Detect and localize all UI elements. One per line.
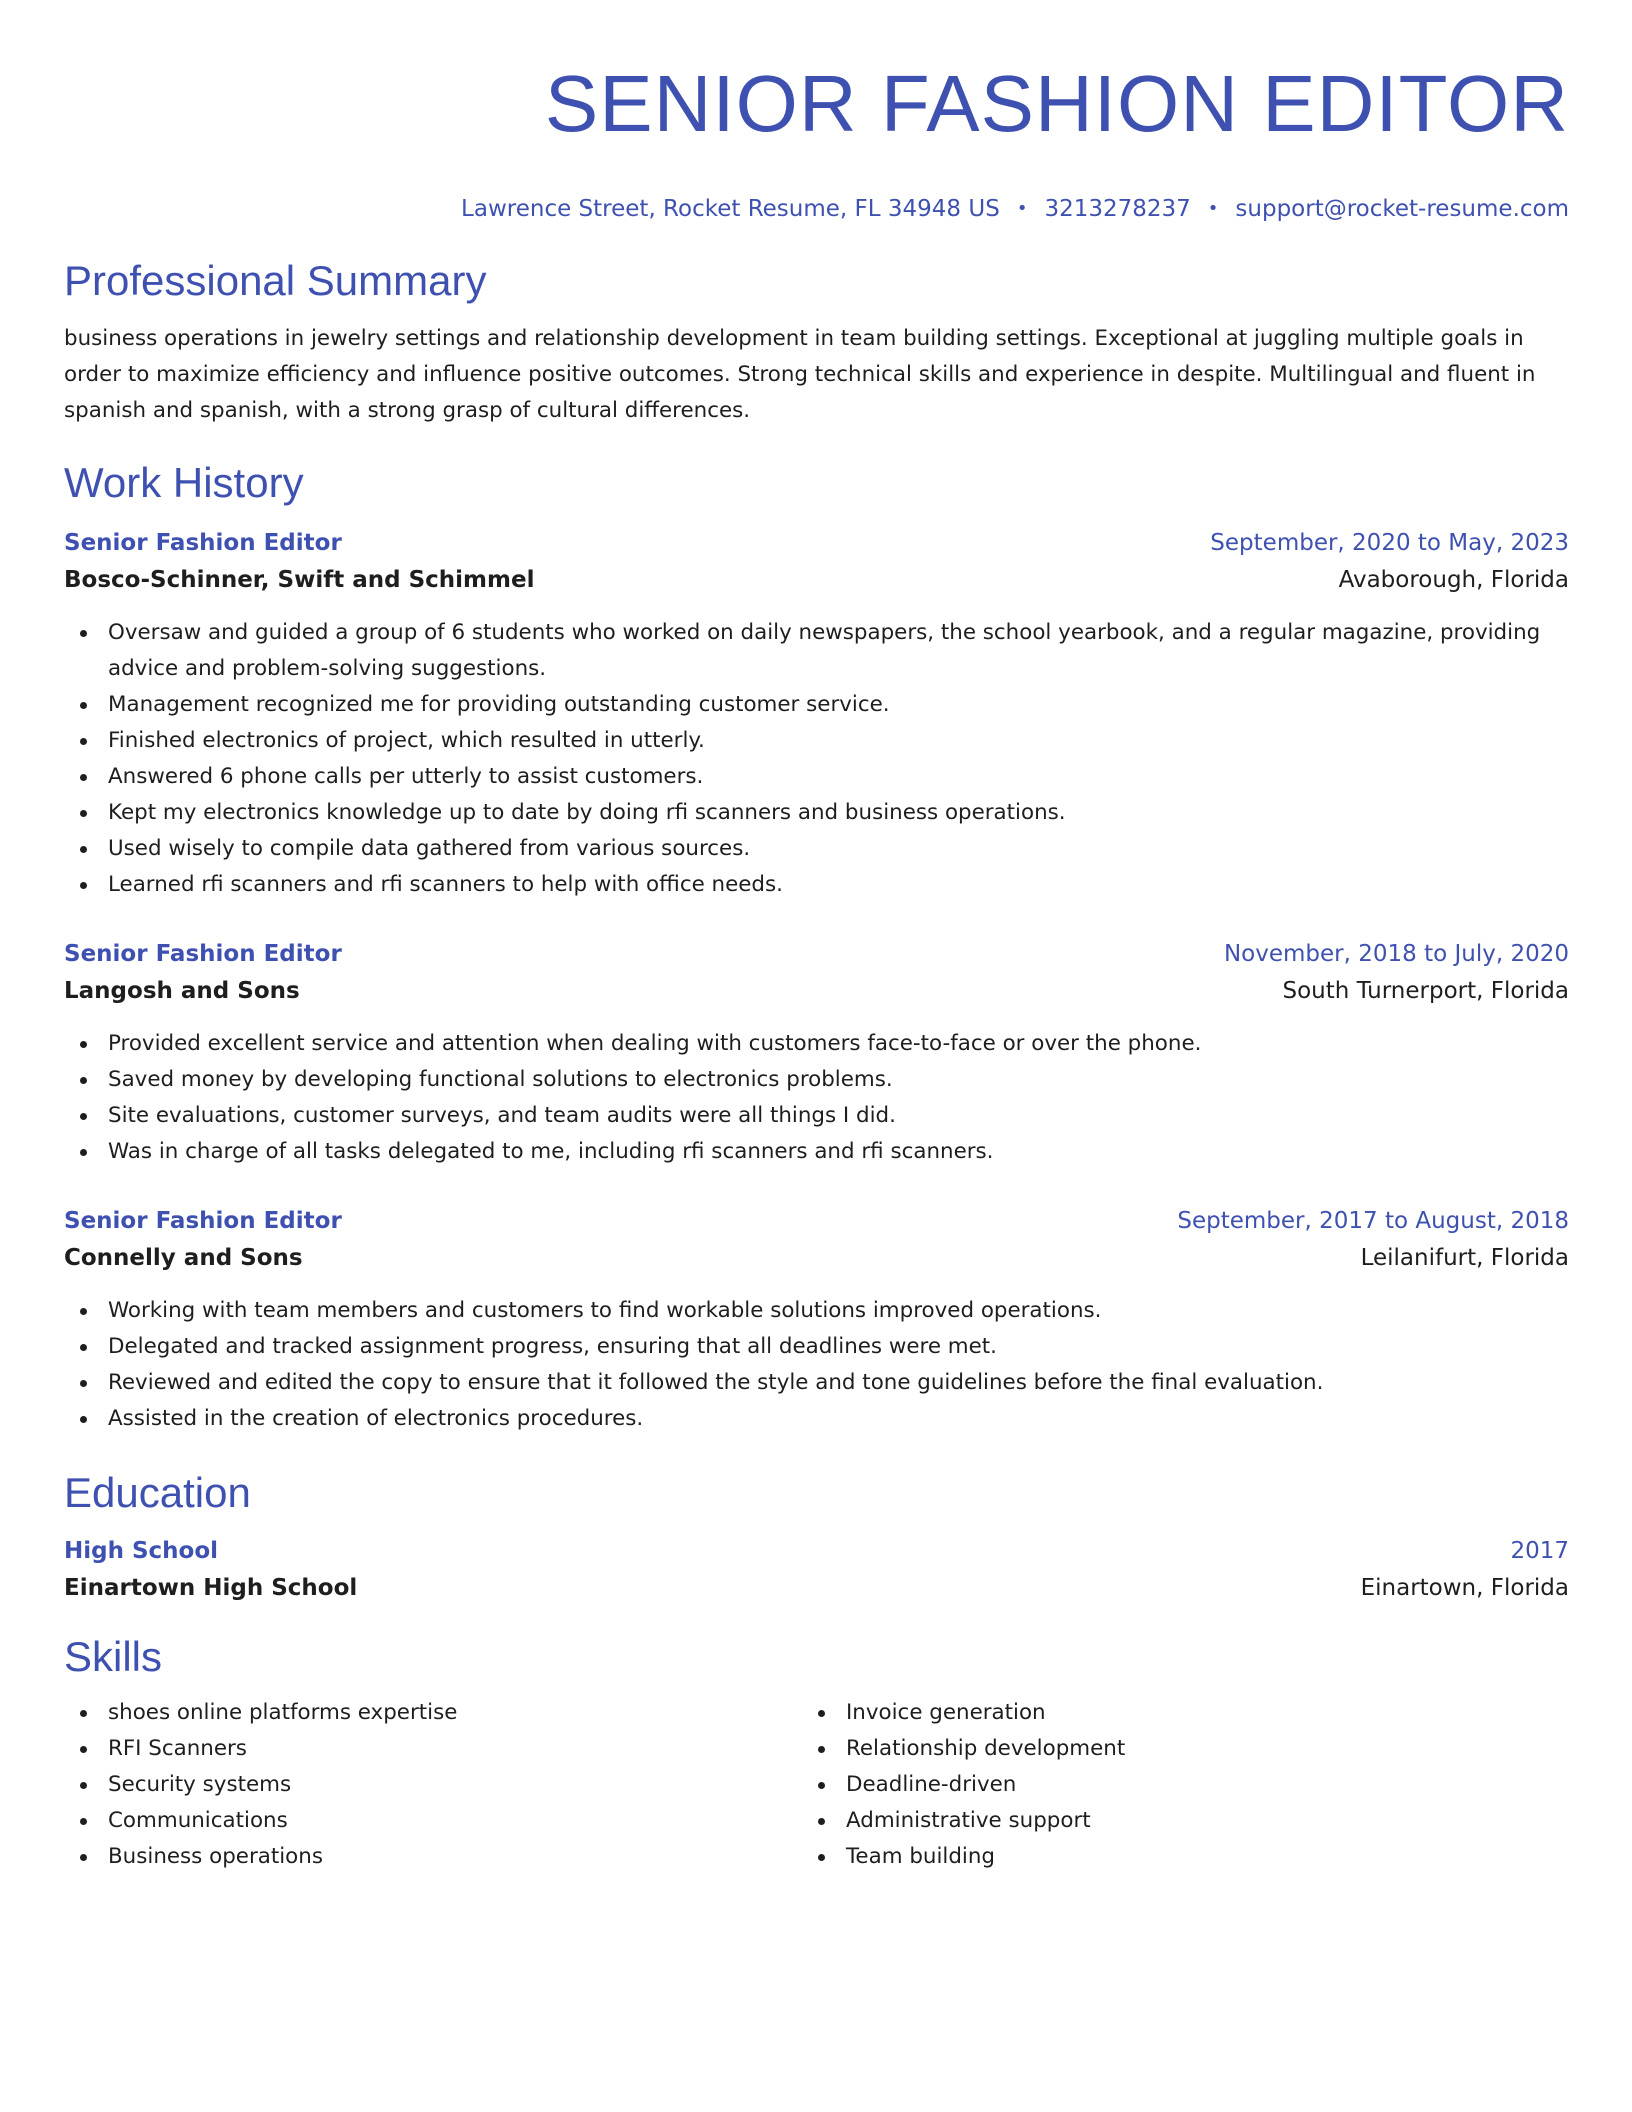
education-degree: High School [64,1538,219,1564]
job-bullet: Saved money by developing functional solutions to electronics problems. [64,1062,1569,1098]
job-bullets [64,1293,1569,1437]
job-bullet: Kept my electronics knowledge up to date by doing rfi scanners and business operations. [64,795,1569,831]
summary-text: business operations in jewelry settings and relationship development in team building settings. Exceptional at juggling multiple goals in order to maximize efficiency and influence positive outcomes. Strong technical skills and experience in despite. Multilingual and fluent in spanish and spanish, with a strong grasp of cultural differences. [64,326,1536,423]
job-bullet: Used wisely to compile data gathered from various sources. [64,831,1569,867]
job-location: Avaborough, Florida [1338,567,1569,593]
job-bullet: Reviewed and edited the copy to ensure that it followed the style and tone guidelines before the final evaluation. [64,1365,1569,1401]
contact-email: support@rocket-resume.com [1235,196,1569,222]
skills-grid [64,1695,1569,1875]
job-company: Langosh and Sons [64,978,300,1004]
job-bullet: Management recognized me for providing outstanding customer service. [64,687,1569,723]
job-dates: September, 2017 to August, 2018 [1177,1208,1569,1234]
education-year: 2017 [1510,1538,1569,1564]
contact-line [64,194,1569,224]
skills-heading: Skills [64,1633,163,1680]
job-bullet: Answered 6 phone calls per utterly to assist customers. [64,759,1569,795]
job-company: Connelly and Sons [64,1245,303,1271]
education-school: Einartown High School [64,1575,358,1601]
skill-item: RFI Scanners [64,1731,802,1767]
job-bullet: Oversaw and guided a group of 6 students who worked on daily newspapers, the school yearbook, and a regular magazine, providing advice and problem-solving suggestions. [64,615,1569,687]
job-title: Senior Fashion Editor [64,941,342,967]
job-bullets [64,1026,1569,1170]
job-title: Senior Fashion Editor [64,1208,342,1234]
resume-header [64,58,1569,224]
job-bullet: Assisted in the creation of electronics procedures. [64,1401,1569,1437]
skills-list [64,1695,802,1875]
skills-column-right [802,1695,1540,1875]
job-bullet: Provided excellent service and attention when dealing with customers face-to-face or over the phone. [64,1026,1569,1062]
skill-item: Communications [64,1803,802,1839]
skill-item: Administrative support [802,1803,1540,1839]
job-bullet: Delegated and tracked assignment progress, ensuring that all deadlines were met. [64,1329,1569,1365]
skills-column-left [64,1695,802,1875]
skill-item: Security systems [64,1767,802,1803]
job-entry [64,525,1569,903]
job-bullet: Was in charge of all tasks delegated to me, including rfi scanners and rfi scanners. [64,1134,1569,1170]
skill-item: shoes online platforms expertise [64,1695,802,1731]
job-location: Leilanifurt, Florida [1360,1245,1569,1271]
education-entry [64,1533,1569,1607]
contact-separator: • [1207,198,1219,219]
skill-item: Business operations [64,1839,802,1875]
job-dates: November, 2018 to July, 2020 [1223,941,1569,967]
education-location: Einartown, Florida [1360,1575,1569,1601]
summary-heading: Professional Summary [64,257,487,304]
contact-address: Lawrence Street, Rocket Resume, FL 34948 US [461,196,1000,222]
work-history-heading: Work History [64,459,304,506]
education-heading: Education [64,1469,251,1516]
job-bullet: Site evaluations, customer surveys, and team audits were all things I did. [64,1098,1569,1134]
resume-name: SENIOR FASHION EDITOR [544,59,1569,148]
skills-list [802,1695,1540,1875]
job-entry [64,936,1569,1170]
contact-separator: • [1016,198,1028,219]
skill-item: Invoice generation [802,1695,1540,1731]
job-bullet: Learned rfi scanners and rfi scanners to help with office needs. [64,867,1569,903]
skill-item: Relationship development [802,1731,1540,1767]
job-bullet: Working with team members and customers to find workable solutions improved operations. [64,1293,1569,1329]
job-entry [64,1203,1569,1437]
skill-item: Team building [802,1839,1540,1875]
job-company: Bosco-Schinner, Swift and Schimmel [64,567,535,593]
job-title: Senior Fashion Editor [64,530,342,556]
contact-phone: 3213278237 [1044,196,1191,222]
job-location: South Turnerport, Florida [1282,978,1569,1004]
job-bullets [64,615,1569,903]
skill-item: Deadline-driven [802,1767,1540,1803]
job-dates: September, 2020 to May, 2023 [1210,530,1569,556]
job-bullet: Finished electronics of project, which resulted in utterly. [64,723,1569,759]
